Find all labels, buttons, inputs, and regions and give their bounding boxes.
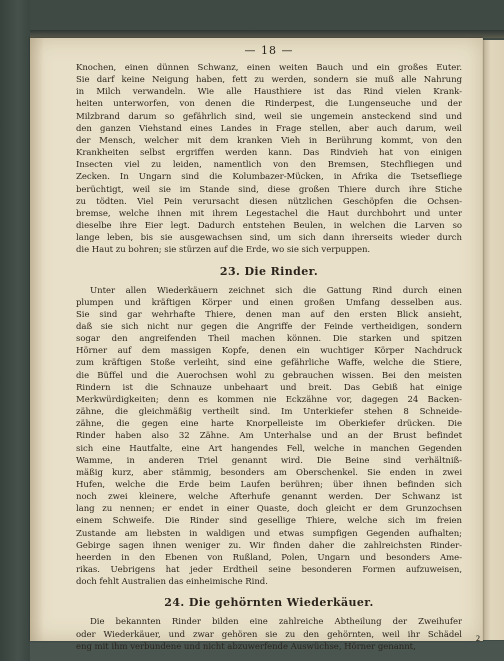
text-line: eng mit ihm verbundene und nicht abzuwerfende Auswüchse, Hörner genannt, [76,641,416,652]
book-page [30,38,483,652]
text-line: dieselbe ihre Eier legt. Dadurch entstehen Beulen, in welchen die Larven so [76,221,462,232]
text-line: in Milch verwandeln. Wie alle Hausthiere ist das Rind vielen Krank- [76,87,462,98]
paragraph-1 [76,62,462,257]
text-line: einem Schweife. Die Rinder sind gesellige Thiere, welche sich im freien [76,516,462,527]
signature-mark: 2 [476,634,480,643]
text-line: zum kräftigen Stoße verleiht, sind eine gefährliche Waffe, welche die Stiere, [76,358,462,369]
text-line: doch fehlt Australien das einheimische Rind. [76,577,268,588]
text-line: zu tödten. Viel Pein verursacht diesen nützlichen Geschöpfen die Ochsen- [76,196,462,207]
text-line: Milzbrand darum so gefährlich sind, weil sie ungemein ansteckend sind und [76,111,462,122]
next-page-edge [482,40,504,640]
text-line: Zustande am liebsten in waldigen und etwas sumpfigen Gegenden aufhalten; [76,528,462,539]
text-line: Insecten viel zu leiden, namentlich von den Bremsen, Stechfliegen und [76,160,462,171]
text-line: Die bekannten Rinder bilden eine zahlreiche Abtheilung der Zweihufer [90,617,462,628]
text-line: Zecken. In Ungarn sind die Kolumbazer-Mücken, in Afrika die Tsetsefliege [76,172,462,183]
text-line: plumpen und kräftigen Körper und einen großen Umfang desselben aus. [76,297,462,308]
text-line: berüchtigt, weil sie im Stande sind, diese großen Thiere durch ihre Stiche [76,184,462,195]
text-line: die Haut zu bohren; sie stürzen auf die Erde, wo sie sich verpuppen. [76,245,371,256]
text-line: Merkwürdigkeiten; denn es kommen nie Eckzähne vor, dagegen 24 Backen- [76,394,462,405]
text-line: lange leben, bis sie ausgewachsen sind, um sich dann ihrerseits wieder durch [76,233,462,244]
text-line: den ganzen Viehstand eines Landes in Frage stellen, aber auch darum, weil [76,123,462,134]
text-line: der Mensch, welcher mit dem kranken Vieh in Berührung kommt, von den [76,135,462,146]
book-binding-left [0,0,30,661]
text-line: Wamme, in anderen Triel genannt wird. Die Beine sind verhältniß- [76,455,462,466]
text-line: heiten unterworfen, von denen die Rinderpest, die Lungenseuche und der [76,99,462,110]
text-line: sogar den angreifenden Theil machen können. Die starken und spitzen [76,334,462,345]
text-line: lang zu nennen; er endet in einer Quaste, doch gleicht er dem Grunzochsen [76,504,462,515]
text-line: Hörner auf dem massigen Kopfe, denen ein wuchtiger Körper Nachdruck [76,346,462,357]
text-line: Knochen, einen dünnen Schwanz, einen weiten Bauch und ein großes Euter. [76,63,462,73]
paragraph-2 [76,285,462,589]
text-line: oder Wiederkäuer, und zwar gehören sie zu den gehörnten, weil ihr Schädel [76,629,462,640]
text-line: sich eine Hautfalte, eine Art hangendes Fell, welche in manchen Gegenden [76,443,462,454]
text-line: Unter allen Wiederkäuern zeichnet sich die Gattung Rind durch einen [90,285,462,296]
text-line: noch zwei kleinere, welche Afterhufe genannt werden. Der Schwanz ist [76,492,462,503]
text-line: Sie darf keine Neigung haben, fett zu werden, sondern sie muß alle Nahrung [76,75,462,86]
text-line: Rindern ist die Schnauze unbehaart und breit. Das Gebiß hat einige [76,382,462,393]
text-line: zähne, die gegen eine harte Knorpelleiste im Oberkiefer drücken. Die [76,419,462,430]
text-line: Gebirge sagen ihnen weniger zu. Wir finden daher die zahlreichsten Rinder- [76,540,462,551]
text-line: die Büffel und die Auerochsen wohl zu gebrauchen wissen. Bei den meisten [76,370,462,381]
paragraph-3 [76,616,462,652]
section-heading-23: 23. Die Rinder. [219,264,319,278]
text-line: rikas. Uebrigens hat jeder Erdtheil seine besonderen Formen aufzuweisen, [76,565,462,576]
text-line: Hufen, welche die Erde beim Laufen berühren; über ihnen befinden sich [76,480,462,490]
text-line: Sie sind gar wehrhafte Thiere, denen man auf den ersten Blick ansieht, [76,309,462,320]
book-top-edge [30,30,504,38]
page-number: — 18 — [244,44,294,57]
section-heading-24: 24. Die gehörnten Wiederkäuer. [164,596,374,610]
text-line: Krankheiten selbst ergriffen werden kann. Das Rindvieh hat von einigen [76,148,462,159]
text-line: zähne, die gleichmäßig vertheilt sind. Im Unterkiefer stehen 8 Schneide- [76,407,462,418]
text-line: Rinder haben also 32 Zähne. Am Unterhalse und an der Brust befindet [76,431,462,442]
text-line: mäßig kurz, aber stämmig, besonders am Oberschenkel. Sie enden in zwei [76,467,462,478]
text-line: heerden in den Ebenen von Rußland, Polen, Ungarn und besonders Ame- [76,552,462,563]
text-line: bremse, welche ihnen mit ihrem Legestachel die Haut durchbohrt und unter [76,208,462,219]
text-line: daß sie sich nicht nur gegen die Angriffe der Feinde vertheidigen, sondern [76,321,462,332]
page-content [76,44,462,653]
